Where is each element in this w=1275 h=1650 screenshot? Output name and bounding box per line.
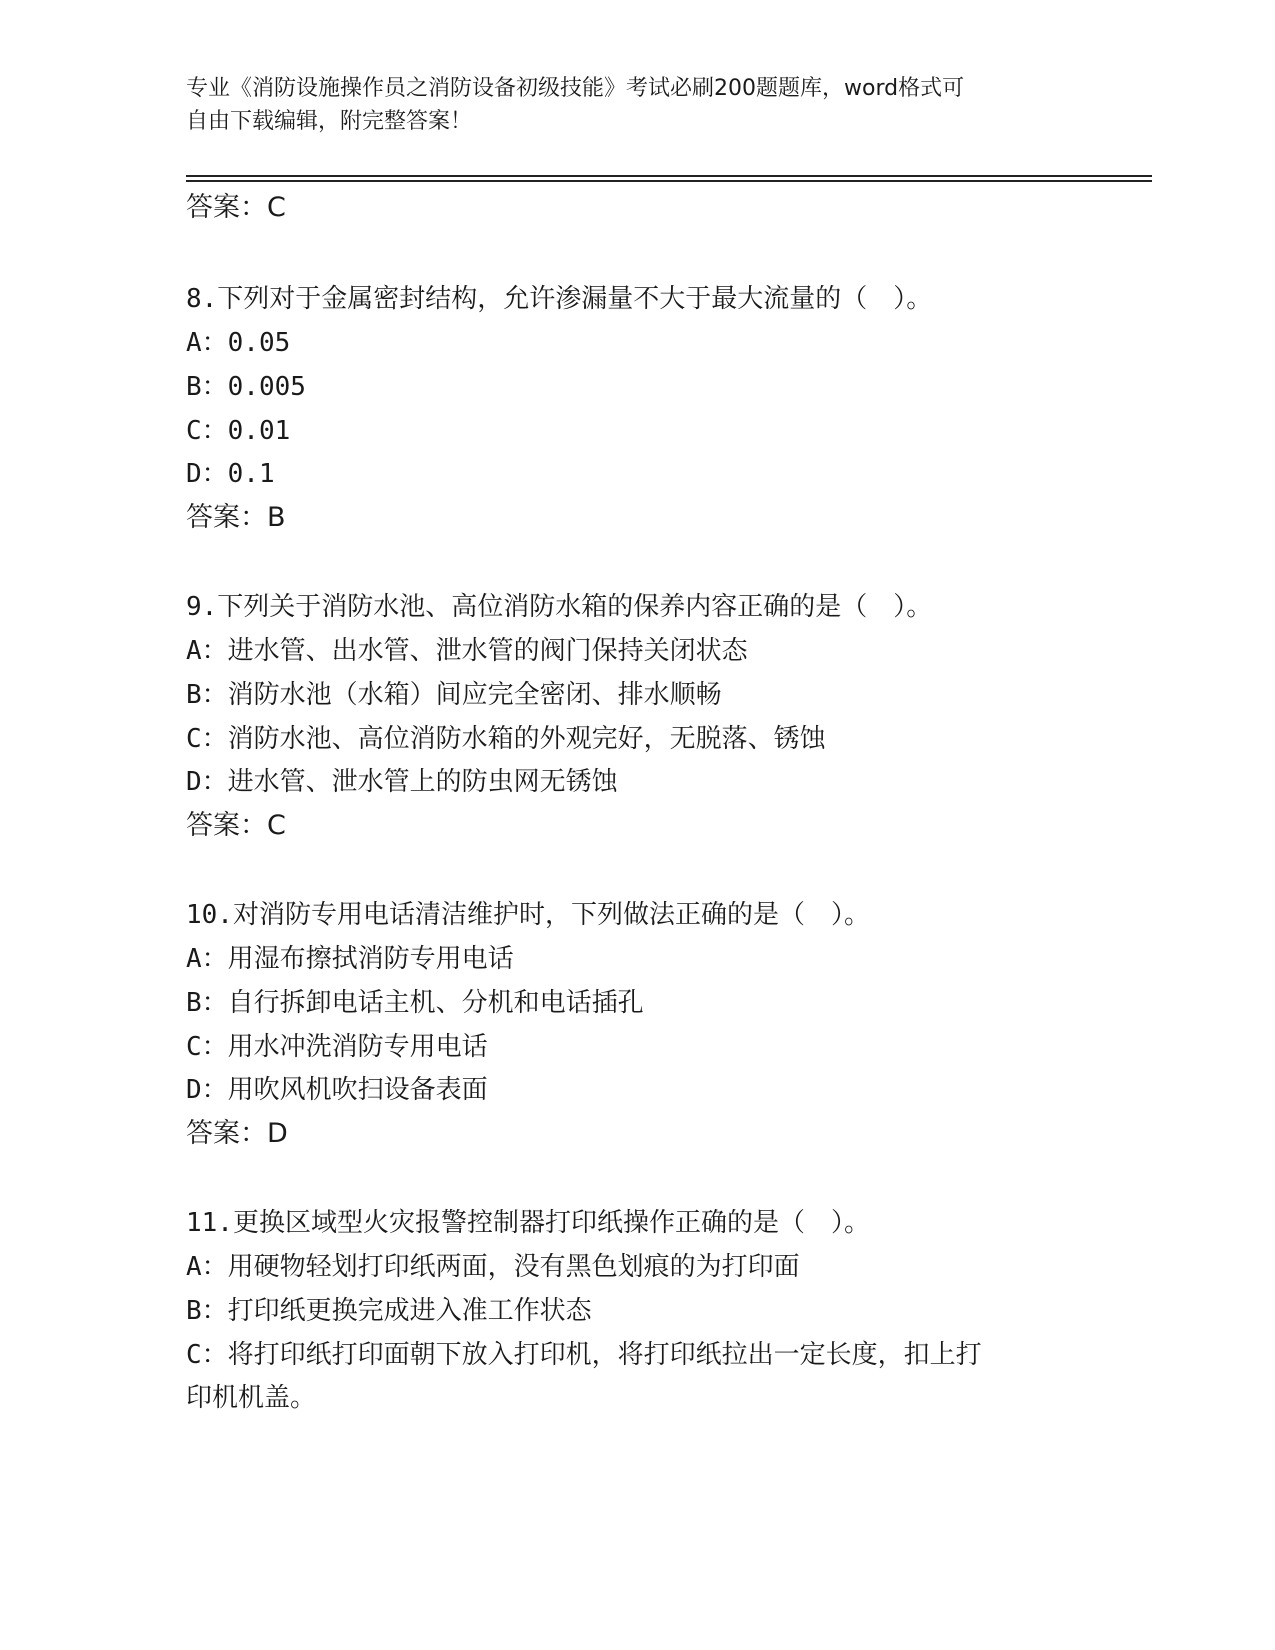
answer: 答案：C [186,810,286,841]
option-c: C：将打印纸打印面朝下放入打印机，将打印纸拉出一定长度，扣上打 [186,1340,982,1370]
option-a: A：0.05 [186,328,291,358]
option-d: D：进水管、泄水管上的防虫网无锈蚀 [186,767,618,797]
document-header [186,72,1066,138]
header-rule-top [186,175,1152,177]
question-stem: 9.下列关于消防水池、高位消防水箱的保养内容正确的是（ ）。 [186,592,933,622]
option-c: C：0.01 [186,416,291,446]
option-a: A：用湿布擦拭消防专用电话 [186,944,514,974]
option-c: C：消防水池、高位消防水箱的外观完好，无脱落、锈蚀 [186,724,826,754]
previous-answer: 答案：C [186,192,286,223]
header-line-1: 专业《消防设施操作员之消防设备初级技能》考试必刷200题题库，word格式可 [186,76,965,101]
option-d: D：用吹风机吹扫设备表面 [186,1075,488,1105]
answer: 答案：D [186,1118,288,1149]
header-line-2: 自由下载编辑，附完整答案！ [186,109,473,134]
option-b: B：消防水池（水箱）间应完全密闭、排水顺畅 [186,680,722,710]
answer: 答案：B [186,502,286,533]
option-b: B：自行拆卸电话主机、分机和电话插孔 [186,988,644,1018]
option-b: B：0.005 [186,372,306,402]
option-a: A：进水管、出水管、泄水管的阀门保持关闭状态 [186,636,748,666]
option-b: B：打印纸更换完成进入准工作状态 [186,1296,592,1326]
header-rule-bottom [186,180,1152,182]
question-stem: 8.下列对于金属密封结构，允许渗漏量不大于最大流量的（ ）。 [186,284,933,314]
question-stem: 10.对消防专用电话清洁维护时，下列做法正确的是（ ）。 [186,900,870,930]
option-c-continued: 印机机盖。 [186,1383,317,1413]
option-a: A：用硬物轻划打印纸两面，没有黑色划痕的为打印面 [186,1252,800,1282]
option-c: C：用水冲洗消防专用电话 [186,1032,488,1062]
option-d: D：0.1 [186,459,275,489]
question-stem: 11.更换区域型火灾报警控制器打印纸操作正确的是（ ）。 [186,1208,870,1238]
